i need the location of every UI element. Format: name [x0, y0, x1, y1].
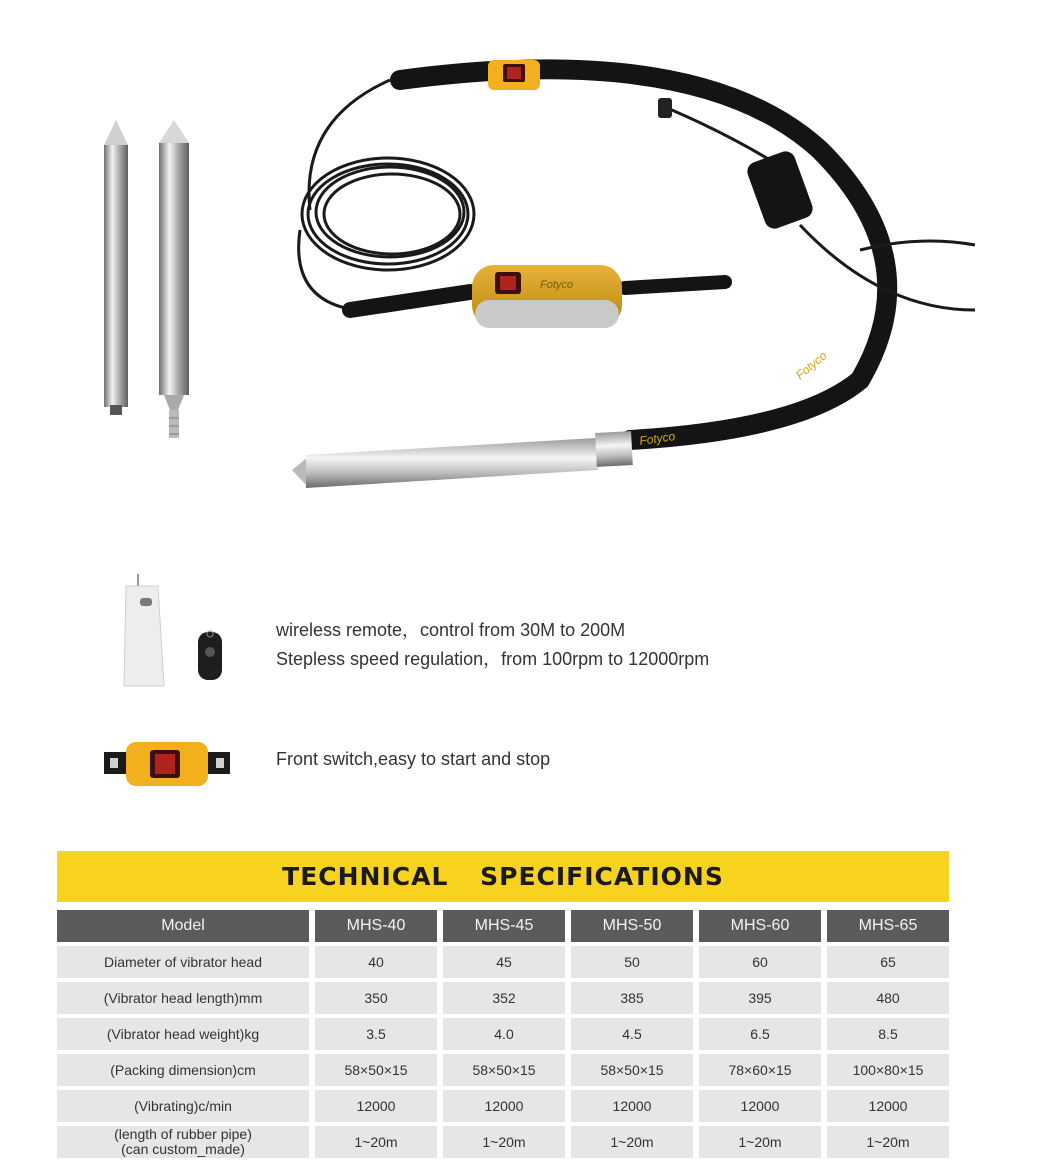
header-mhs-65: MHS-65 — [827, 910, 949, 942]
row-label: (Vibrating)c/min — [57, 1090, 309, 1122]
table-cell: 58×50×15 — [571, 1054, 693, 1086]
table-cell: 1~20m — [443, 1126, 565, 1158]
table-cell: 45 — [443, 946, 565, 978]
table-cell: 6.5 — [699, 1018, 821, 1050]
table-row — [57, 982, 949, 1014]
table-cell: 395 — [699, 982, 821, 1014]
table-cell: 12000 — [315, 1090, 437, 1122]
row-label: (Packing dimension)cm — [57, 1054, 309, 1086]
table-cell: 12000 — [443, 1090, 565, 1122]
table-cell: 58×50×15 — [315, 1054, 437, 1086]
table-row — [57, 1090, 949, 1122]
remote-feature-text: wireless remote，control from 30M to 200M — [276, 620, 626, 640]
header-mhs-60: MHS-60 — [699, 910, 821, 942]
table-cell: 1~20m — [571, 1126, 693, 1158]
table-cell: 8.5 — [827, 1018, 949, 1050]
front-switch-icon — [104, 740, 230, 788]
spec-banner — [57, 851, 949, 902]
row-label: (length of rubber pipe) (can custom_made) — [57, 1126, 309, 1158]
product-photo — [0, 0, 1060, 520]
spec-table — [51, 906, 955, 1162]
table-cell: 12000 — [571, 1090, 693, 1122]
table-cell: 4.5 — [571, 1018, 693, 1050]
table-row — [57, 1018, 949, 1050]
coiled-cable — [302, 158, 474, 270]
table-cell: 4.0 — [443, 1018, 565, 1050]
table-cell: 12000 — [827, 1090, 949, 1122]
table-row — [57, 1054, 949, 1086]
table-cell: 3.5 — [315, 1018, 437, 1050]
row-label: (Vibrator head weight)kg — [57, 1018, 309, 1050]
row-label: (Vibrator head length)mm — [57, 982, 309, 1014]
table-row — [57, 946, 949, 978]
row-label: Diameter of vibrator head — [57, 946, 309, 978]
vibrator-head-attached — [292, 431, 633, 488]
spec-header-row — [57, 910, 949, 942]
rubber-hose — [400, 69, 887, 440]
table-cell: 350 — [315, 982, 437, 1014]
header-mhs-40: MHS-40 — [315, 910, 437, 942]
switch-feature-text: Front switch,easy to start and stop — [276, 749, 551, 769]
table-cell: 385 — [571, 982, 693, 1014]
vibrator-head-left — [104, 120, 128, 415]
table-cell: 40 — [315, 946, 437, 978]
table-cell: 58×50×15 — [443, 1054, 565, 1086]
table-cell: 60 — [699, 946, 821, 978]
control-box-logo: Fotyco — [540, 279, 574, 291]
table-row — [57, 1126, 949, 1158]
vibrator-head-right — [159, 120, 189, 438]
table-cell: 50 — [571, 946, 693, 978]
header-model: Model — [57, 910, 309, 942]
wireless-remote-icon — [118, 574, 228, 690]
table-cell: 480 — [827, 982, 949, 1014]
table-cell: 78×60×15 — [699, 1054, 821, 1086]
table-cell: 352 — [443, 982, 565, 1014]
hose-switch — [488, 60, 540, 90]
control-box — [350, 265, 725, 328]
hose-brand-mark-2: Fotyco — [638, 429, 677, 448]
table-cell: 1~20m — [699, 1126, 821, 1158]
spec-title: TECHNICAL SPECIFICATIONS — [282, 862, 724, 891]
header-mhs-50: MHS-50 — [571, 910, 693, 942]
table-cell: 1~20m — [315, 1126, 437, 1158]
table-cell: 12000 — [699, 1090, 821, 1122]
header-mhs-45: MHS-45 — [443, 910, 565, 942]
table-cell: 1~20m — [827, 1126, 949, 1158]
speed-feature-text: Stepless speed regulation，from 100rpm to 12000rpm — [276, 649, 710, 669]
table-cell: 100×80×15 — [827, 1054, 949, 1086]
table-cell: 65 — [827, 946, 949, 978]
hose-brand-mark: Fotyco — [792, 348, 830, 383]
